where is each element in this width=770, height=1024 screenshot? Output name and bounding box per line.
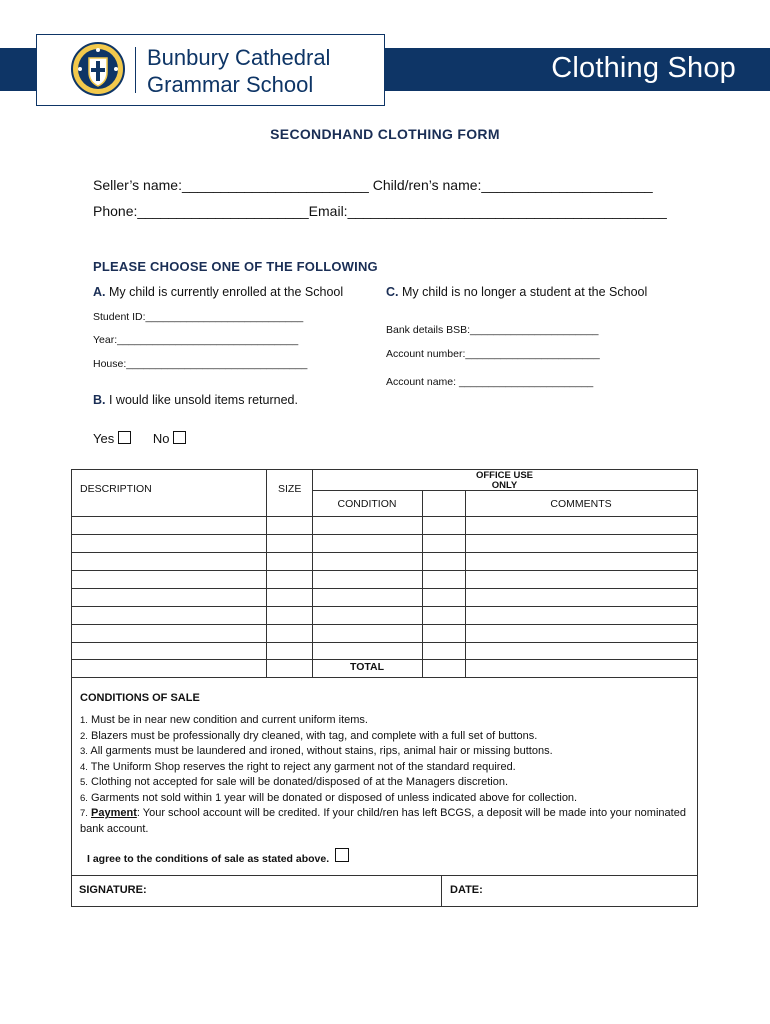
student-id-field[interactable]: Student ID:___________________________ (93, 311, 304, 323)
seller-name-field[interactable]: Seller’s name:________________________ Child/ren’s name:______________________ (93, 177, 653, 193)
return-choice (93, 431, 186, 446)
header-office-use (312, 471, 697, 491)
shop-title: Clothing Shop (551, 52, 736, 84)
date-label: DATE: (450, 884, 483, 896)
option-c-letter: C. (386, 285, 399, 299)
row-divider (71, 642, 697, 643)
header-office-use-line2: ONLY (491, 480, 518, 491)
agree-checkbox[interactable] (335, 848, 349, 862)
bank-bsb-field[interactable]: Bank details BSB:______________________ (386, 324, 599, 336)
date-field[interactable] (495, 878, 691, 904)
header-condition: CONDITION (337, 498, 397, 510)
row-divider (71, 570, 697, 571)
option-b-letter: B. (93, 393, 106, 407)
conditions-list (80, 713, 692, 837)
col-divider (422, 490, 423, 677)
account-number-field[interactable]: Account number:_______________________ (386, 348, 600, 360)
option-c (386, 285, 647, 299)
agree-text: I agree to the conditions of sale as stated above. (87, 853, 330, 865)
col-divider (441, 875, 442, 906)
condition-item: 7. Payment: Your school account will be credited. If your child/ren has left BCGS, a deposit will be made into your nominated bank account. (80, 807, 686, 835)
col-divider (465, 490, 466, 677)
condition-item: 4. The Uniform Shop reserves the right to reject any garment not of the standard required. (80, 760, 516, 773)
signature-field[interactable] (160, 878, 436, 904)
condition-item: 3. All garments must be laundered and ironed, without stains, rips, animal hair or missing buttons. (80, 745, 553, 757)
conditions-title: CONDITIONS OF SALE (80, 692, 200, 704)
option-a (93, 285, 343, 299)
row-divider (71, 534, 697, 535)
option-a-text: My child is currently enrolled at the School (108, 285, 344, 299)
agree-statement (87, 848, 349, 865)
year-field[interactable]: Year:_______________________________ (93, 334, 299, 346)
row-divider (71, 588, 697, 589)
account-name-field[interactable]: Account name: _______________________ (386, 376, 594, 388)
row-divider (71, 552, 697, 553)
row-divider (71, 677, 697, 678)
option-b-text: I would like unsold items returned. (108, 393, 298, 407)
row-divider (71, 659, 697, 660)
condition-item: 6. Garments not sold within 1 year will be donated or disposed of unless indicated above for collection. (80, 791, 578, 804)
no-label: No (152, 431, 170, 446)
phone-email-field[interactable]: Phone:______________________Email:_________________________________________ (93, 203, 667, 219)
row-divider (71, 606, 697, 607)
header-comments: COMMENTS (550, 498, 612, 510)
option-b (93, 393, 298, 407)
header-description: DESCRIPTION (80, 483, 152, 495)
logo-divider (135, 47, 136, 93)
header-office-use-line1: OFFICE USE (475, 470, 533, 481)
school-crest-icon (70, 40, 126, 98)
no-checkbox[interactable] (173, 431, 186, 444)
form-title: SECONDHAND CLOTHING FORM (270, 126, 500, 142)
condition-item: 2. Blazers must be professionally dry cleaned, with tag, and complete with a full set of buttons. (80, 729, 538, 742)
house-field[interactable]: House:_______________________________ (93, 358, 308, 370)
school-logo (36, 34, 385, 106)
option-c-text: My child is no longer a student at the School (401, 285, 648, 299)
header-size: SIZE (278, 483, 302, 495)
choose-heading: PLEASE CHOOSE ONE OF THE FOLLOWING (93, 259, 378, 274)
condition-item: 5. Clothing not accepted for sale will be donated/disposed of at the Managers discretion. (80, 776, 509, 788)
yes-checkbox[interactable] (118, 431, 131, 444)
school-name-line2: Grammar School (147, 72, 314, 97)
col-divider (266, 469, 267, 677)
row-divider (71, 624, 697, 625)
condition-item: 1. Must be in near new condition and current uniform items. (80, 714, 368, 726)
row-divider (71, 516, 697, 517)
total-label: TOTAL (349, 661, 385, 673)
row-divider (71, 875, 697, 876)
yes-label: Yes (93, 431, 115, 446)
signature-label: SIGNATURE: (79, 884, 147, 896)
option-a-letter: A. (93, 285, 106, 299)
school-name-line1: Bunbury Cathedral (147, 45, 331, 70)
